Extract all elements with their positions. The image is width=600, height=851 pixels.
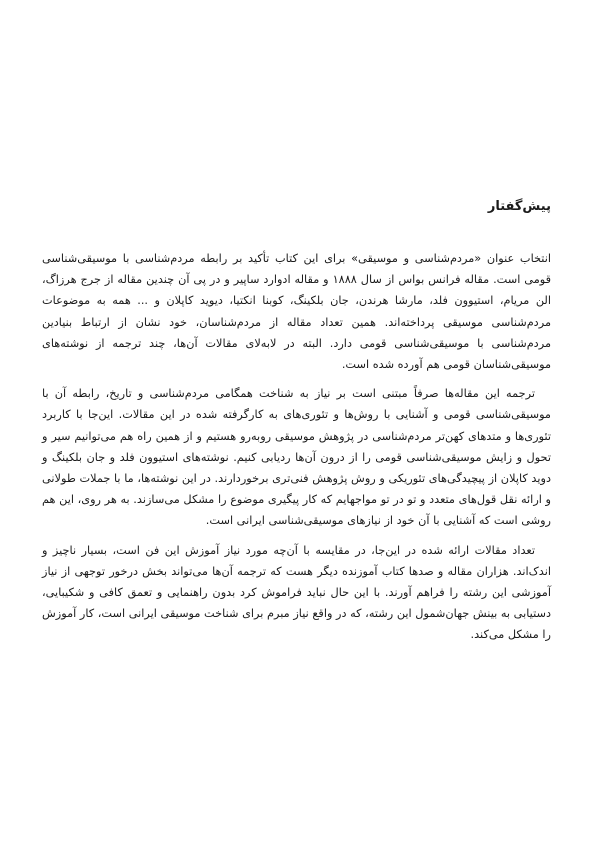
- preface-page: [42, 196, 551, 654]
- paragraph-3: تعداد مقالات ارائه شده در این‌جا، در مقایسه با آن‌چه مورد نیاز آموزش این فن است، بسیار ناچیز و اندک‌اند. هزاران مقاله و صدها کتاب آموزنده دیگر هست که ترجمه آن‌ها می‌تواند بخش درخور توجهی از نیاز آموزشی این رشته را فراهم آورند. با این حال نباید فراموش کرد بدون راهنمایی و تعمق کافی و شکیبایی، دستیابی به بینش جهان‌شمول این رشته، که در واقع نیاز مبرم برای شناخت موسیقی ایرانی است، کار آموزش را مشکل می‌کند.: [42, 543, 551, 642]
- page-title: پیش‌گفتار: [487, 199, 551, 214]
- paragraph-2: ترجمه این مقاله‌ها صرفاً مبتنی است بر نیاز به شناخت همگامی مردم‌شناسی و تاریخ، رابطه آن با موسیقی‌شناسی قومی و آشنایی با روش‌ها و تئوری‌های به کارگرفته شده در این مقالات. این‌جا با کاربرد تئوری‌ها و متدهای کهن‌تر مردم‌شناسی در پژوهش موسیقی روبه‌رو هستیم و از همین راه هم می‌توانیم سیر و تحول و زایش موسیقی‌شناسی قومی را از درون آن‌ها ردیابی کنیم. نوشته‌های استیوون فلد و جان بلکینگ و دوید کاپلان از پیچیدگی‌های تئوریکی و روش پژوهش فنی‌تری برخوردارند. در این نوشته‌ها، ما با جملات طولانی و ارائه نقل قول‌های متعدد و تو در تو مواجهایم که کار پیگیری موضوع را مشکل می‌سازند. به هر روی، این هم روشی است که آشنایی با آن خود از نیازهای موسیقی‌شناسی ایرانی است.: [42, 387, 551, 528]
- paragraph-1: انتخاب عنوان «مردم‌شناسی و موسیقی» برای این کتاب تأکید بر رابطه مردم‌شناسی با موسیقی‌شناسی قومی است. مقاله فرانس بواس از سال ۱۸۸۸ و مقاله ادوارد ساپیر و در پی آن چندین مقاله از جرج هرزاگ، الن مریام، استیوون فلد، مارشا هرندن، جان بلکینگ، کوبنا انکتیا، دیوید کاپلان و ... همه به موضوعات مردم‌شناسی موسیقی پرداخته‌اند. همین تعداد مقاله از مردم‌شناسان، خود نشان از ارتباط بنیادین مردم‌شناسی با موسیقی‌شناسی قومی دارد. البته در لابه‌لای مقالات آن‌ها، چند ترجمه از نوشته‌های موسیقی‌شناسان قومی هم آورده شده است.: [42, 252, 551, 372]
